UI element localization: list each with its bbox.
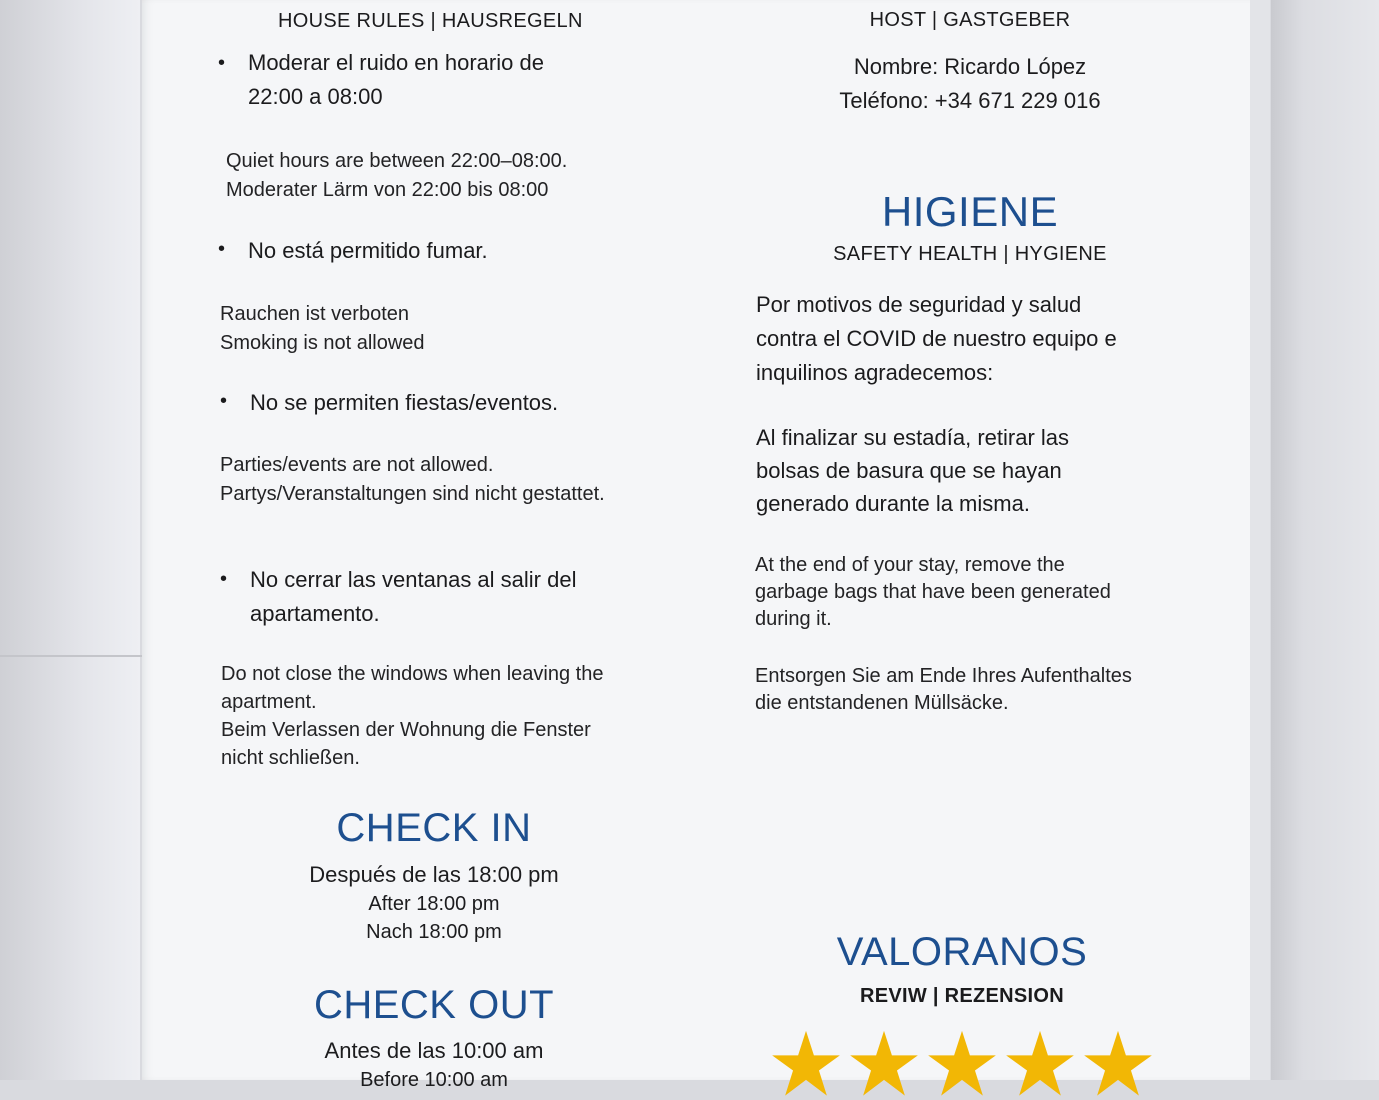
hygiene-line: inquilinos agradecemos: [756,360,994,385]
rule4-trans-line: nicht schließen. [221,747,360,769]
rule1-trans-line: Moderater Lärm von 22:00 bis 08:00 [226,179,549,201]
host-info [770,50,1170,118]
review-stars [770,1028,1154,1100]
review-title: VALORANOS [836,930,1088,974]
review-subtitle: REVIW | REZENSION [859,985,1065,1007]
rule2-trans-line: Smoking is not allowed [220,332,425,354]
check-out-times [234,1036,634,1094]
star-icon [1004,1028,1076,1100]
rule4-es-line: No cerrar las ventanas al salir del [250,567,577,592]
rule1-es-line: Moderar el ruido en horario de [248,50,544,75]
hygiene-line: garbage bags that have been generated [755,581,1111,603]
hygiene-line: At the end of your stay, remove the [755,554,1065,576]
bullet-dot: • [218,238,226,260]
rule1-translation [226,147,567,205]
paper-fold-line [0,655,160,657]
rule4-es [250,563,576,631]
bullet-dot: • [220,390,228,412]
star-icon [770,1028,842,1100]
hygiene-title: HIGIENE [881,188,1059,235]
rule3-trans-line: Partys/Veranstaltungen sind nicht gestattet. [220,483,605,505]
hygiene-para-es-2 [756,421,1180,520]
rule3-es-line: No se permiten fiestas/eventos. [250,390,559,415]
rule3-es [250,386,558,420]
hygiene-para-es-1 [756,288,1180,390]
host-heading: HOST | GASTGEBER [869,9,1071,31]
check-in-line-es: Después de las 18:00 pm [309,862,559,887]
rule3-translation [220,451,605,509]
hygiene-para-en [755,552,1177,633]
hygiene-line: bolsas de basura que se hayan [756,458,1062,483]
rule2-es [248,234,488,268]
hygiene-line: during it. [755,608,832,630]
host-name: Nombre: Ricardo López [853,54,1087,79]
check-out-line-es: Antes de las 10:00 am [324,1038,544,1063]
background-left [0,0,140,1080]
star-icon [848,1028,920,1100]
bullet-dot: • [218,52,226,74]
check-in-title: CHECK IN [336,806,532,850]
host-phone: Teléfono: +34 671 229 016 [839,88,1101,113]
sheet-border [1250,0,1270,1080]
hygiene-line: Entsorgen Sie am Ende Ihres Aufenthaltes [755,665,1132,687]
rule4-trans-line: Beim Verlassen der Wohnung die Fenster [221,719,591,741]
rule1-es [248,46,544,114]
rule2-translation [220,300,425,358]
star-icon [926,1028,998,1100]
hygiene-para-de [755,663,1132,717]
rule4-trans-line: apartment. [221,691,317,713]
hygiene-line: die entstandenen Müllsäcke. [755,692,1009,714]
hygiene-line: generado durante la misma. [756,491,1030,516]
bullet-dot: • [220,568,228,590]
check-in-line-en: After 18:00 pm [368,893,500,915]
rule1-trans-line: Quiet hours are between 22:00–08:00. [226,150,568,172]
star-icon [1082,1028,1154,1100]
rule2-es-line: No está permitido fumar. [248,238,488,263]
check-out-title: CHECK OUT [313,983,555,1027]
check-in-times [234,860,634,946]
background-right [1271,0,1379,1080]
rule3-trans-line: Parties/events are not allowed. [220,454,494,476]
rule2-trans-line: Rauchen ist verboten [220,303,410,325]
house-rules-heading: HOUSE RULES | HAUSREGELN [278,10,583,32]
check-out-line-en: Before 10:00 am [360,1069,508,1091]
hygiene-line: Por motivos de seguridad y salud [756,292,1082,317]
rule4-translation [221,660,603,772]
hygiene-line: contra el COVID de nuestro equipo e [756,326,1117,351]
hygiene-line: Al finalizar su estadía, retirar las [756,425,1070,450]
rule4-trans-line: Do not close the windows when leaving the [221,663,604,685]
hygiene-subtitle: SAFETY HEALTH | HYGIENE [833,243,1107,265]
rule1-es-line: 22:00 a 08:00 [248,84,383,109]
check-in-line-de: Nach 18:00 pm [366,921,502,943]
rule4-es-line: apartamento. [250,601,380,626]
